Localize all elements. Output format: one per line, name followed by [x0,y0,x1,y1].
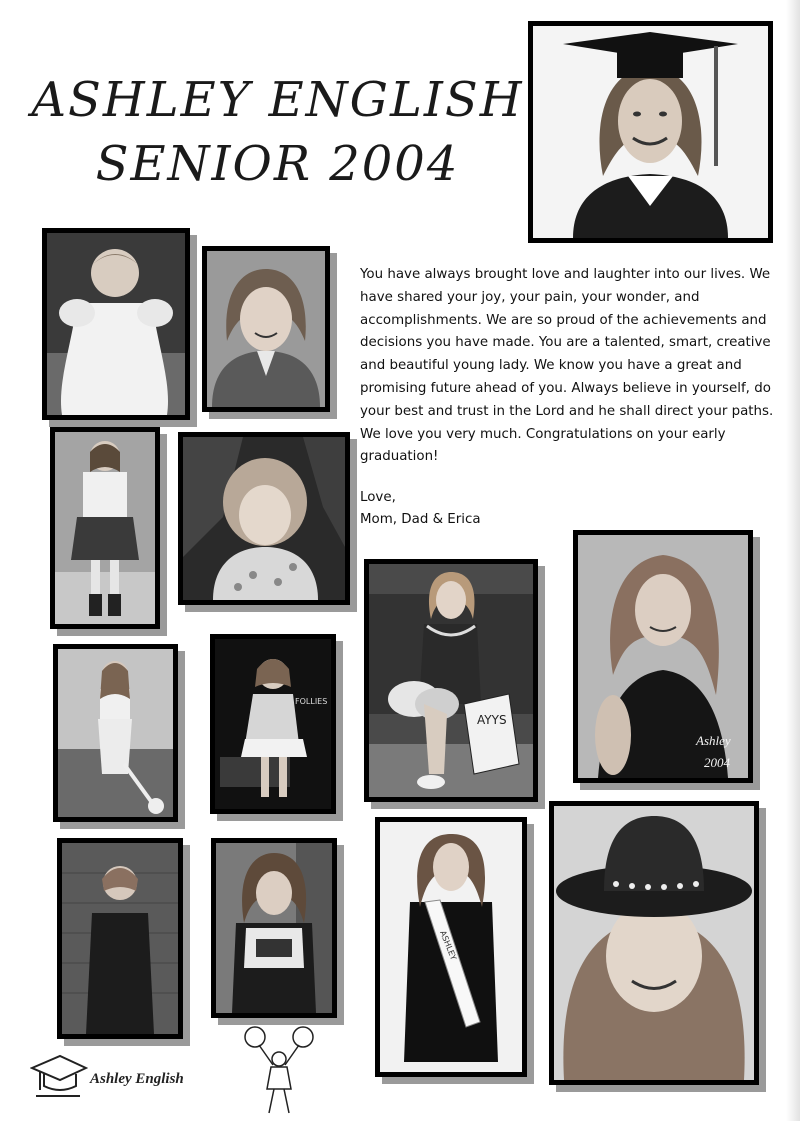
graduation-cap-icon [30,1052,88,1098]
child-standing-skirt-photo [50,427,160,629]
cowboy-hat-portrait-photo [549,801,759,1085]
cheerleader-pompoms-photo [364,559,538,802]
tribute-message: You have always brought love and laughter into our lives. We have shared your joy, your pain, your wonder, and accomplishments. We are so proud of the achievements and decisions you have made. You are a talented, smart, creative and beautiful young lady. We know you have a great and promising future ahead of you. Always believe in yourself, do your best and trust in the Lord and he shall direct your paths. We love you very much. Congratulations on your early graduation! [360,267,774,465]
portrait-caption-year: 2004 [704,755,730,770]
pageant-sash-photo [375,817,527,1077]
page-edge-shadow [786,0,800,1121]
dance-recital-photo [210,634,336,814]
dance-poster-caption: FOLLIES [295,697,328,706]
cheer-sign-text: AYYS [477,713,507,727]
footer-name: Ashley English [90,1071,184,1087]
brick-wall-dress-photo [57,838,183,1039]
page-title-name: ASHLEY ENGLISH [31,72,524,128]
golf-photo [53,644,178,822]
child-sweater-portrait-photo [202,246,330,412]
child-curly-hair-photo [178,432,350,605]
cheerleader-icon [243,1025,315,1117]
message-closing: Love, [360,490,396,505]
portrait-caption-name: Ashley [696,733,731,748]
graduation-portrait-photo [528,21,773,243]
cheer-uniform-photo [211,838,337,1018]
message-signature: Mom, Dad & Erica [360,512,481,527]
senior-portrait-black-top-photo [573,530,753,783]
toddler-white-dress-photo [42,228,190,420]
sash-text: ASHLEY [438,929,459,962]
page-title-year: SENIOR 2004 [95,136,460,192]
